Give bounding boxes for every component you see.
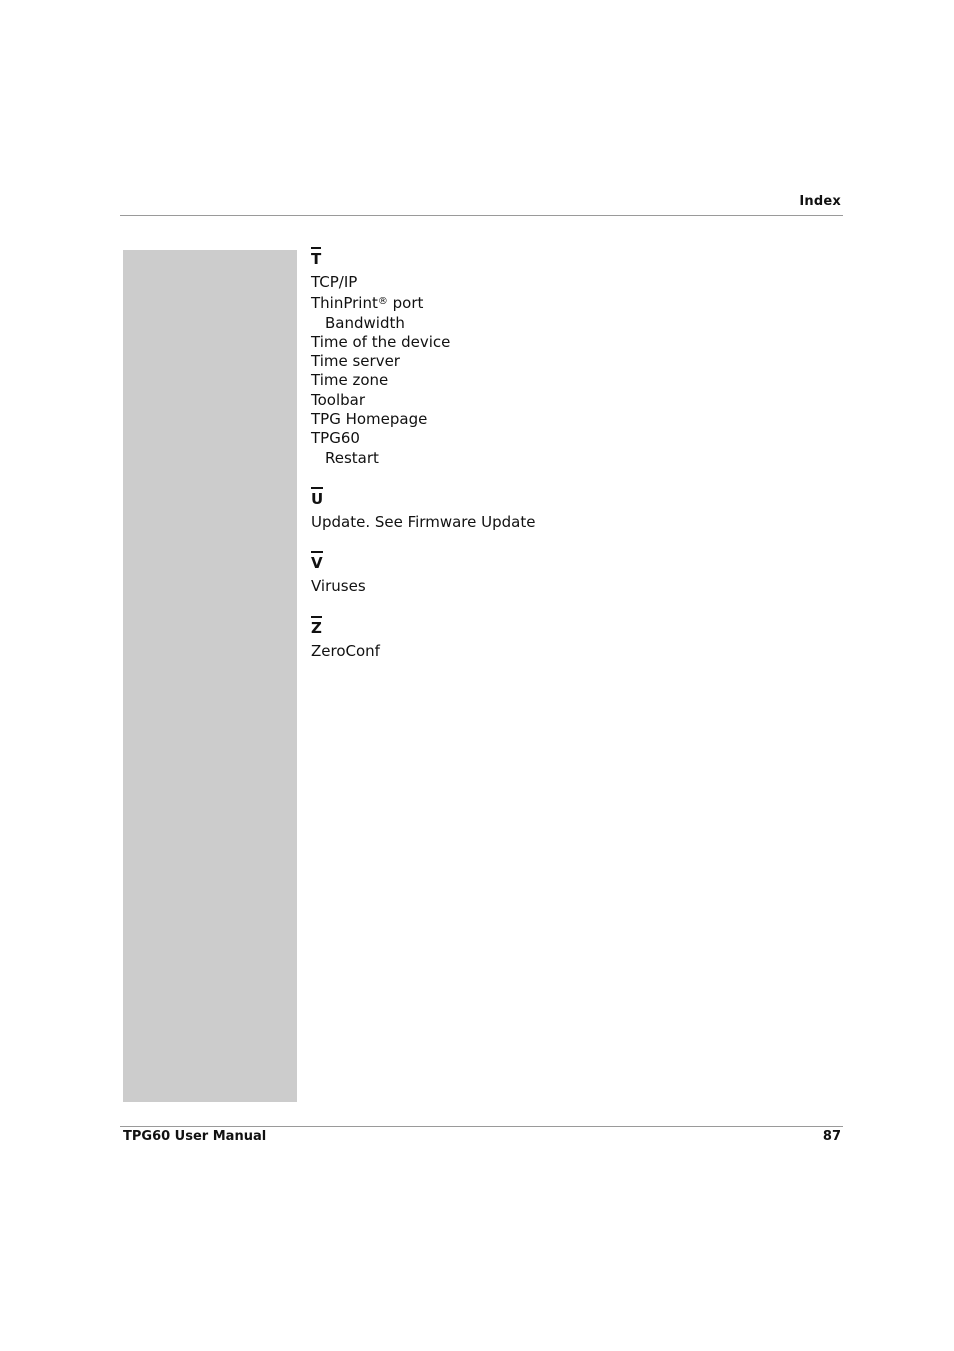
index-section-z xyxy=(311,616,831,661)
index-subentry-restart: Restart xyxy=(325,448,379,467)
index-letter-z: Z xyxy=(311,616,322,637)
index-letter-u: U xyxy=(311,487,323,508)
index-letter-t: T xyxy=(311,247,321,268)
index-section-v xyxy=(311,551,831,596)
index-letter-v: V xyxy=(311,551,323,572)
page-number: 87 xyxy=(822,1129,841,1144)
grey-margin-column xyxy=(123,250,297,1102)
index-section-t xyxy=(311,247,831,468)
port-text: port xyxy=(387,294,424,313)
index-entry-time-of-device: Time of the device xyxy=(311,332,451,351)
index-entry-time-server: Time server xyxy=(311,352,400,371)
index-entry-tpg-homepage: TPG Homepage xyxy=(311,410,428,429)
index-entry-viruses: Viruses xyxy=(311,577,366,596)
index-entry-tcpip: TCP/IP xyxy=(311,273,358,291)
index-entry-zeroconf: ZeroConf xyxy=(311,641,380,660)
index-entry-toolbar: Toolbar xyxy=(311,390,366,409)
index-section-u xyxy=(311,487,831,532)
index-content xyxy=(311,247,831,680)
footer-rule xyxy=(120,1126,843,1127)
registered-mark: ® xyxy=(377,296,388,308)
index-entry-thinprint-port xyxy=(311,292,831,313)
header-rule xyxy=(120,215,843,216)
footer-manual-title: TPG60 User Manual xyxy=(123,1129,267,1144)
index-entry-time-zone: Time zone xyxy=(311,371,389,390)
index-entry-tpg60: TPG60 xyxy=(311,429,360,448)
index-subentry-bandwidth: Bandwidth xyxy=(325,313,405,332)
thinprint-text: ThinPrint xyxy=(311,294,378,313)
index-entry-update: Update. See Firmware Update xyxy=(311,512,536,531)
running-header: Index xyxy=(799,194,841,209)
